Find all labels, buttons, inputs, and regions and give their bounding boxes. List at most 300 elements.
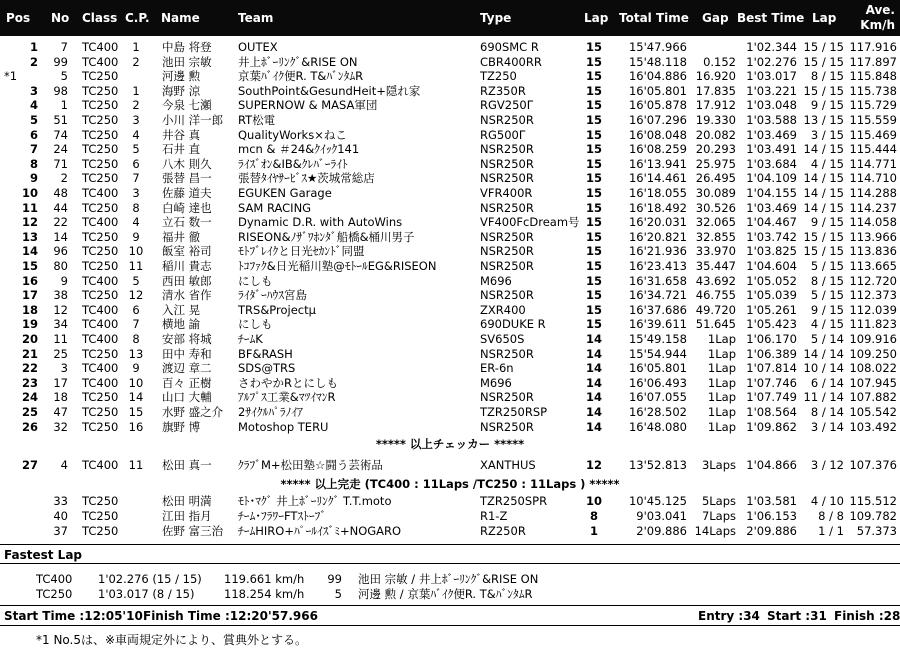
cell-best: 1'03.469 [746, 127, 797, 142]
cell-no: 74 [53, 127, 68, 142]
cell-gap: 1Lap [707, 375, 736, 390]
cell-pos: 11 [21, 200, 38, 215]
cell-pos: 27 [21, 458, 38, 472]
cell-time: 16'23.413 [628, 259, 687, 273]
cell-best: 1'03.491 [746, 142, 797, 157]
cell-type: M696 [480, 375, 512, 390]
cell-blap: 8 / 15 [810, 69, 844, 84]
cell-team: SDS@TRS [238, 361, 296, 376]
cell-best: 1'04.866 [746, 458, 797, 472]
cell-ave: 105.542 [849, 405, 897, 419]
cell-pos: 22 [21, 361, 38, 376]
cell-note: *1 [4, 69, 18, 84]
cell-name: 八木 則久 [162, 156, 212, 171]
cell-best: 1'03.048 [746, 98, 797, 113]
cell-type: NSR250R [480, 200, 534, 215]
cell-blap: 15 / 15 [803, 229, 844, 244]
cell-team: ﾁｰﾑHIRO+ﾊﾟｰﾙｲｽﾞﾐ+NOGARO [238, 524, 402, 538]
cell-name: 江田 指月 [162, 509, 212, 523]
cell-best: 1'03.742 [746, 229, 797, 244]
cell-gap: 51.645 [695, 317, 736, 332]
cell-time: 16'08.048 [628, 127, 687, 142]
cell-team: SouthPoint&GesundHeit+隠れ家 [238, 83, 421, 98]
results-row [0, 201, 900, 216]
finish-time: Finish Time :12:20'57.966 [143, 609, 318, 623]
footnote: *1 No.5は、※車両規定外により、賞典外とする。 [36, 633, 308, 647]
cell-gap: 1Lap [707, 405, 736, 419]
cell-blap: 4 / 15 [810, 317, 844, 332]
cell-cp: 4 [132, 215, 140, 230]
cell-lap: 15 [585, 98, 602, 113]
cell-ave: 109.916 [849, 332, 897, 346]
cell-team: ｸﾗﾌﾞM+松田塾☆闘う芸術品 [238, 458, 383, 472]
cell-lap: 15 [585, 200, 602, 215]
fastest-lap-rider: 河邊 勲 / 京葉ﾊﾞｲｸ便R. T&ﾊﾞﾝﾀﾑR [358, 587, 533, 601]
cell-best: 1'04.155 [746, 186, 797, 200]
cell-pos: 10 [21, 186, 38, 200]
cell-cp: 7 [132, 317, 140, 332]
cell-name: 横地 諭 [162, 317, 201, 332]
cell-team: RT松電 [238, 113, 276, 127]
cell-name: 今泉 七瀬 [162, 98, 212, 113]
cell-best: 1'03.684 [746, 156, 797, 171]
cell-blap: 14 / 15 [803, 142, 844, 157]
results-row [0, 524, 900, 539]
cell-name: 安部 将城 [162, 332, 212, 346]
cell-best: 1'03.825 [746, 244, 797, 259]
cell-name: 渡辺 章二 [162, 361, 212, 376]
cell-no: 32 [53, 419, 68, 434]
cell-lap: 14 [585, 332, 602, 346]
cell-type: SV650S [480, 332, 525, 346]
cell-cp: 6 [132, 302, 140, 317]
cell-gap: 1Lap [707, 332, 736, 346]
cell-ave: 115.469 [849, 127, 897, 142]
cell-ave: 113.665 [849, 259, 897, 273]
cell-lap: 8 [589, 509, 598, 523]
cell-team: 京葉ﾊﾞｲｸ便R. T&ﾊﾞﾝﾀﾑR [238, 69, 364, 84]
cell-cp: 8 [132, 200, 140, 215]
cell-time: 16'07.055 [628, 390, 687, 405]
cell-no: 38 [53, 288, 68, 303]
cell-name: 入江 晃 [162, 302, 201, 317]
cell-gap: 32.065 [695, 215, 736, 230]
cell-no: 40 [53, 509, 68, 523]
cell-lap: 15 [585, 142, 602, 157]
cell-ave: 115.444 [849, 142, 897, 157]
cell-best: 1'04.604 [746, 259, 797, 273]
cell-class: TC250 [82, 288, 119, 303]
results-row [0, 376, 900, 391]
cell-lap: 14 [585, 361, 602, 376]
cell-lap: 15 [585, 40, 602, 54]
cell-cp: 5 [132, 142, 140, 157]
cell-class: TC250 [82, 156, 119, 171]
cell-no: 22 [53, 215, 68, 230]
cell-blap: 15 / 15 [803, 244, 844, 259]
cell-lap: 15 [585, 113, 602, 127]
cell-ave: 103.492 [849, 419, 897, 434]
cell-type: NSR250R [480, 113, 534, 127]
cell-ave: 114.771 [849, 156, 897, 171]
cell-blap: 11 / 14 [803, 390, 844, 405]
cell-time: 15'48.118 [628, 54, 687, 69]
fastest-lap-row [0, 572, 900, 587]
cell-pos: 26 [21, 419, 38, 434]
header-cp: C.P. [125, 11, 150, 25]
cell-type: NSR250R [480, 244, 534, 259]
header-name: Name [161, 11, 200, 25]
cell-best: 1'04.467 [746, 215, 797, 230]
completed-banner: ***** 以上完走 (TC400 : 11Laps /TC250 : 11Laps ) ***** [280, 477, 620, 491]
cell-gap: 30.526 [695, 200, 736, 215]
results-row [0, 332, 900, 347]
results-row [0, 215, 900, 230]
cell-pos: 4 [29, 98, 38, 113]
cell-no: 9 [60, 273, 68, 288]
cell-type: XANTHUS [480, 458, 536, 472]
cell-pos: 1 [29, 40, 38, 54]
cell-best: 1'05.039 [746, 288, 797, 303]
divider [0, 563, 900, 564]
cell-blap: 9 / 15 [810, 98, 844, 113]
results-row [0, 113, 900, 128]
cell-no: 18 [53, 390, 68, 405]
cell-gap: 17.835 [695, 83, 736, 98]
cell-no: 11 [53, 332, 68, 346]
cell-team: ﾁｰﾑK [238, 332, 263, 346]
results-row [0, 84, 900, 99]
cell-team: さわやかRとにしも [238, 375, 338, 390]
cell-best: 1'05.261 [746, 302, 797, 317]
cell-lap: 15 [585, 302, 602, 317]
cell-ave: 112.720 [849, 273, 897, 288]
cell-no: 3 [60, 361, 68, 376]
cell-team: ﾄｺﾌｧｸ&日光稲川塾@ﾓﾄｰﾙEG&RISEON [238, 259, 437, 273]
cell-time: 2'09.886 [636, 524, 687, 538]
cell-class: TC400 [82, 54, 119, 69]
cell-no: 14 [53, 229, 68, 244]
cell-blap: 5 / 15 [810, 288, 844, 303]
cell-blap: 3 / 15 [810, 127, 844, 142]
start-time: Start Time :12:05'10 [4, 609, 143, 623]
cell-ave: 57.373 [856, 524, 897, 538]
results-row [0, 274, 900, 289]
fastest-lap-no: 5 [334, 587, 342, 601]
cell-blap: 14 / 15 [803, 200, 844, 215]
cell-time: 16'37.686 [628, 302, 687, 317]
cell-name: 河邊 勲 [162, 69, 201, 84]
cell-best: 1'07.746 [746, 375, 797, 390]
header-no: No [51, 11, 70, 25]
fastest-lap-time: 1'02.276 (15 / 15) [98, 572, 202, 586]
cell-team: OUTEX [238, 40, 278, 54]
cell-ave: 109.250 [849, 346, 897, 361]
cell-gap: 3Laps [701, 458, 736, 472]
cell-best: 1'03.581 [746, 494, 797, 508]
cell-lap: 15 [585, 69, 602, 84]
header-ave-unit: Km/h [860, 18, 895, 32]
cell-type: VF400FcDream号 [480, 215, 580, 230]
cell-time: 16'48.080 [628, 419, 687, 434]
cell-blap: 9 / 15 [810, 215, 844, 230]
cell-name: 田中 寿和 [162, 346, 212, 361]
header-best-time: Best Time [737, 11, 805, 25]
fastest-lap-speed: 118.254 km/h [224, 587, 305, 601]
results-row [0, 317, 900, 332]
cell-type: ER-6n [480, 361, 514, 376]
cell-blap: 3 / 12 [810, 458, 844, 472]
cell-time: 16'05.801 [628, 83, 687, 98]
cell-time: 15'49.158 [628, 332, 687, 346]
cell-type: TZR250SPR [480, 494, 548, 508]
cell-type: CBR400RR [480, 54, 542, 69]
cell-cp: 2 [132, 54, 140, 69]
cell-class: TC250 [82, 405, 119, 419]
cell-lap: 10 [585, 494, 602, 508]
cell-blap: 8 / 15 [810, 273, 844, 288]
results-row [0, 458, 900, 473]
cell-gap: 17.912 [695, 98, 736, 113]
header-pos: Pos [6, 11, 31, 25]
cell-team: SUPERNOW & MASA軍団 [238, 98, 378, 113]
cell-no: 47 [53, 405, 68, 419]
cell-blap: 10 / 14 [803, 361, 844, 376]
cell-lap: 15 [585, 83, 602, 98]
cell-lap: 15 [585, 127, 602, 142]
start-count: Start :31 [767, 609, 827, 623]
cell-cp: 14 [128, 390, 144, 405]
cell-pos: 24 [21, 390, 38, 405]
cell-ave: 114.058 [849, 215, 897, 230]
results-row [0, 420, 900, 435]
cell-gap: 32.855 [695, 229, 736, 244]
cell-type: NSR250R [480, 288, 534, 303]
cell-ave: 107.882 [849, 390, 897, 405]
cell-type: R1-Z [480, 509, 508, 523]
cell-no: 12 [53, 302, 68, 317]
fastest-lap-rider: 池田 宗敏 / 井上ﾎﾞｰﾘﾝｸﾞ&RISE ON [358, 572, 539, 586]
cell-name: 井谷 真 [162, 127, 201, 142]
cell-lap: 14 [585, 375, 602, 390]
cell-pos: 3 [29, 83, 38, 98]
cell-pos: 6 [29, 127, 38, 142]
cell-gap: 0.152 [703, 54, 736, 69]
cell-time: 13'52.813 [628, 458, 687, 472]
results-row [0, 157, 900, 172]
cell-time: 16'18.492 [628, 200, 687, 215]
fastest-lap-time: 1'03.017 (8 / 15) [98, 587, 195, 601]
cell-no: 24 [53, 142, 68, 157]
cell-gap: 19.330 [695, 113, 736, 127]
cell-best: 1'03.588 [746, 113, 797, 127]
cell-lap: 1 [589, 524, 598, 538]
cell-ave: 117.897 [849, 54, 897, 69]
cell-type: NSR250R [480, 229, 534, 244]
cell-name: 海野 涼 [162, 83, 201, 98]
cell-class: TC250 [82, 494, 119, 508]
cell-team: ﾗｲｽﾞｵﾝ&IB&ｸﾚﾊﾞｰﾗｲﾄ [238, 156, 348, 171]
cell-no: 4 [60, 458, 68, 472]
cell-cp: 8 [132, 332, 140, 346]
cell-cp: 1 [132, 83, 140, 98]
cell-lap: 15 [585, 156, 602, 171]
cell-time: 16'04.886 [628, 69, 687, 84]
cell-blap: 5 / 14 [810, 332, 844, 346]
cell-pos: 23 [21, 375, 38, 390]
cell-team: RISEON&ﾉｻﾞﾜﾎﾝﾀﾞ船橋&桶川男子 [238, 229, 415, 244]
cell-time: 15'54.944 [628, 346, 687, 361]
cell-blap: 4 / 10 [810, 494, 844, 508]
header-type: Type [480, 11, 512, 25]
cell-blap: 1 / 1 [818, 524, 844, 538]
cell-time: 16'28.502 [628, 405, 687, 419]
cell-blap: 8 / 8 [818, 509, 844, 523]
results-row [0, 230, 900, 245]
cell-team: ﾓﾄ･ﾏｸﾞ 井上ﾎﾞｰﾘﾝｸﾞ T.T.moto [238, 494, 392, 508]
cell-ave: 114.237 [849, 200, 897, 215]
cell-type: NSR250R [480, 156, 534, 171]
cell-best: 1'07.814 [746, 361, 797, 376]
cell-best: 1'03.017 [746, 69, 797, 84]
cell-ave: 115.848 [849, 69, 897, 84]
cell-class: TC250 [82, 69, 119, 84]
cell-cp: 15 [128, 405, 144, 419]
cell-class: TC400 [82, 332, 119, 346]
cell-lap: 14 [585, 390, 602, 405]
cell-cp: 3 [132, 186, 140, 200]
cell-name: 福井 徹 [162, 229, 201, 244]
cell-class: TC250 [82, 524, 119, 538]
cell-gap: 7Laps [701, 509, 736, 523]
cell-class: TC250 [82, 229, 119, 244]
cell-no: 33 [53, 494, 68, 508]
cell-no: 44 [53, 200, 68, 215]
cell-blap: 13 / 15 [803, 113, 844, 127]
cell-cp: 13 [128, 346, 144, 361]
fastest-lap-class: TC400 [36, 572, 73, 586]
cell-name: 中島 将登 [162, 40, 212, 54]
cell-best: 1'02.344 [746, 40, 797, 54]
cell-ave: 108.022 [849, 361, 897, 376]
cell-cp: 12 [128, 288, 144, 303]
cell-team: ﾁｰﾑ･ﾌﾗﾜｰFTｽﾄｰﾌﾞ [238, 509, 327, 523]
cell-ave: 111.823 [849, 317, 897, 332]
cell-name: 佐藤 道夫 [162, 186, 212, 200]
cell-time: 16'21.936 [628, 244, 687, 259]
cell-no: 80 [53, 259, 68, 273]
cell-cp: 5 [132, 273, 140, 288]
cell-class: TC250 [82, 390, 119, 405]
cell-best: 1'04.109 [746, 171, 797, 186]
cell-blap: 15 / 15 [803, 83, 844, 98]
cell-type: NSR250R [480, 259, 534, 273]
cell-cp: 11 [128, 458, 144, 472]
cell-no: 2 [60, 171, 68, 186]
divider [0, 625, 900, 626]
fastest-lap-speed: 119.661 km/h [224, 572, 305, 586]
cell-time: 16'05.878 [628, 98, 687, 113]
cell-ave: 115.559 [849, 113, 897, 127]
cell-no: 17 [53, 375, 68, 390]
cell-no: 99 [53, 54, 68, 69]
cell-blap: 4 / 15 [810, 156, 844, 171]
cell-pos: 18 [21, 302, 38, 317]
cell-time: 16'07.296 [628, 113, 687, 127]
cell-team: Dynamic D.R. with AutoWins [238, 215, 403, 230]
cell-class: TC250 [82, 83, 119, 98]
cell-best: 1'07.749 [746, 390, 797, 405]
cell-best: 1'08.564 [746, 405, 797, 419]
cell-ave: 107.945 [849, 375, 897, 390]
cell-time: 16'05.801 [628, 361, 687, 376]
results-row [0, 40, 900, 55]
cell-best: 1'06.170 [746, 332, 797, 346]
cell-blap: 3 / 14 [810, 419, 844, 434]
cell-name: 西田 敏郎 [162, 273, 212, 288]
cell-ave: 117.916 [849, 40, 897, 54]
cell-ave: 109.782 [849, 509, 897, 523]
cell-lap: 12 [585, 458, 602, 472]
cell-pos: 2 [29, 54, 38, 69]
cell-team: ﾓﾄﾌﾞﾚｲｸと日光ｾｶﾝﾄﾞ同盟 [238, 244, 365, 259]
cell-gap: 33.970 [695, 244, 736, 259]
cell-no: 71 [53, 156, 68, 171]
cell-cp: 1 [132, 40, 140, 54]
cell-team: Motoshop TERU [238, 419, 329, 434]
cell-lap: 15 [585, 229, 602, 244]
cell-team: にしも [238, 317, 273, 332]
cell-class: TC400 [82, 375, 119, 390]
cell-class: TC250 [82, 113, 119, 127]
cell-team: にしも [238, 273, 273, 288]
cell-best: 1'02.276 [746, 54, 797, 69]
cell-class: TC400 [82, 361, 119, 376]
cell-blap: 14 / 14 [803, 346, 844, 361]
cell-name: 佐野 富三治 [162, 524, 224, 538]
header-class: Class [82, 11, 118, 25]
cell-class: TC250 [82, 244, 119, 259]
results-row [0, 288, 900, 303]
cell-name: 白崎 達也 [162, 200, 212, 215]
cell-no: 48 [53, 186, 68, 200]
cell-no: 34 [53, 317, 68, 332]
cell-no: 5 [60, 69, 68, 84]
cell-team: mcn & ＃24&ｸｲｯｸ141 [238, 142, 360, 157]
cell-time: 9'03.041 [636, 509, 687, 523]
fastest-lap-row [0, 587, 900, 602]
cell-no: 98 [53, 83, 68, 98]
cell-class: TC400 [82, 302, 119, 317]
header-ave-label: Ave. [865, 3, 895, 17]
header-ave [860, 3, 895, 33]
cell-blap: 14 / 15 [803, 186, 844, 200]
cell-pos: 25 [21, 405, 38, 419]
cell-class: TC400 [82, 458, 119, 472]
cell-cp: 2 [132, 98, 140, 113]
cell-pos: 14 [21, 244, 38, 259]
cell-type: RGV250Γ [480, 98, 534, 113]
results-row [0, 98, 900, 113]
cell-no: 25 [53, 346, 68, 361]
results-row [0, 128, 900, 143]
cell-class: TC250 [82, 346, 119, 361]
cell-gap: 49.720 [695, 302, 736, 317]
cell-team: 2ｻｲｸﾙﾊﾟﾗﾉｲｱ [238, 405, 303, 419]
cell-team: QualityWorks×ねこ [238, 127, 347, 142]
cell-name: 百々 正樹 [162, 375, 212, 390]
cell-gap: 25.975 [695, 156, 736, 171]
